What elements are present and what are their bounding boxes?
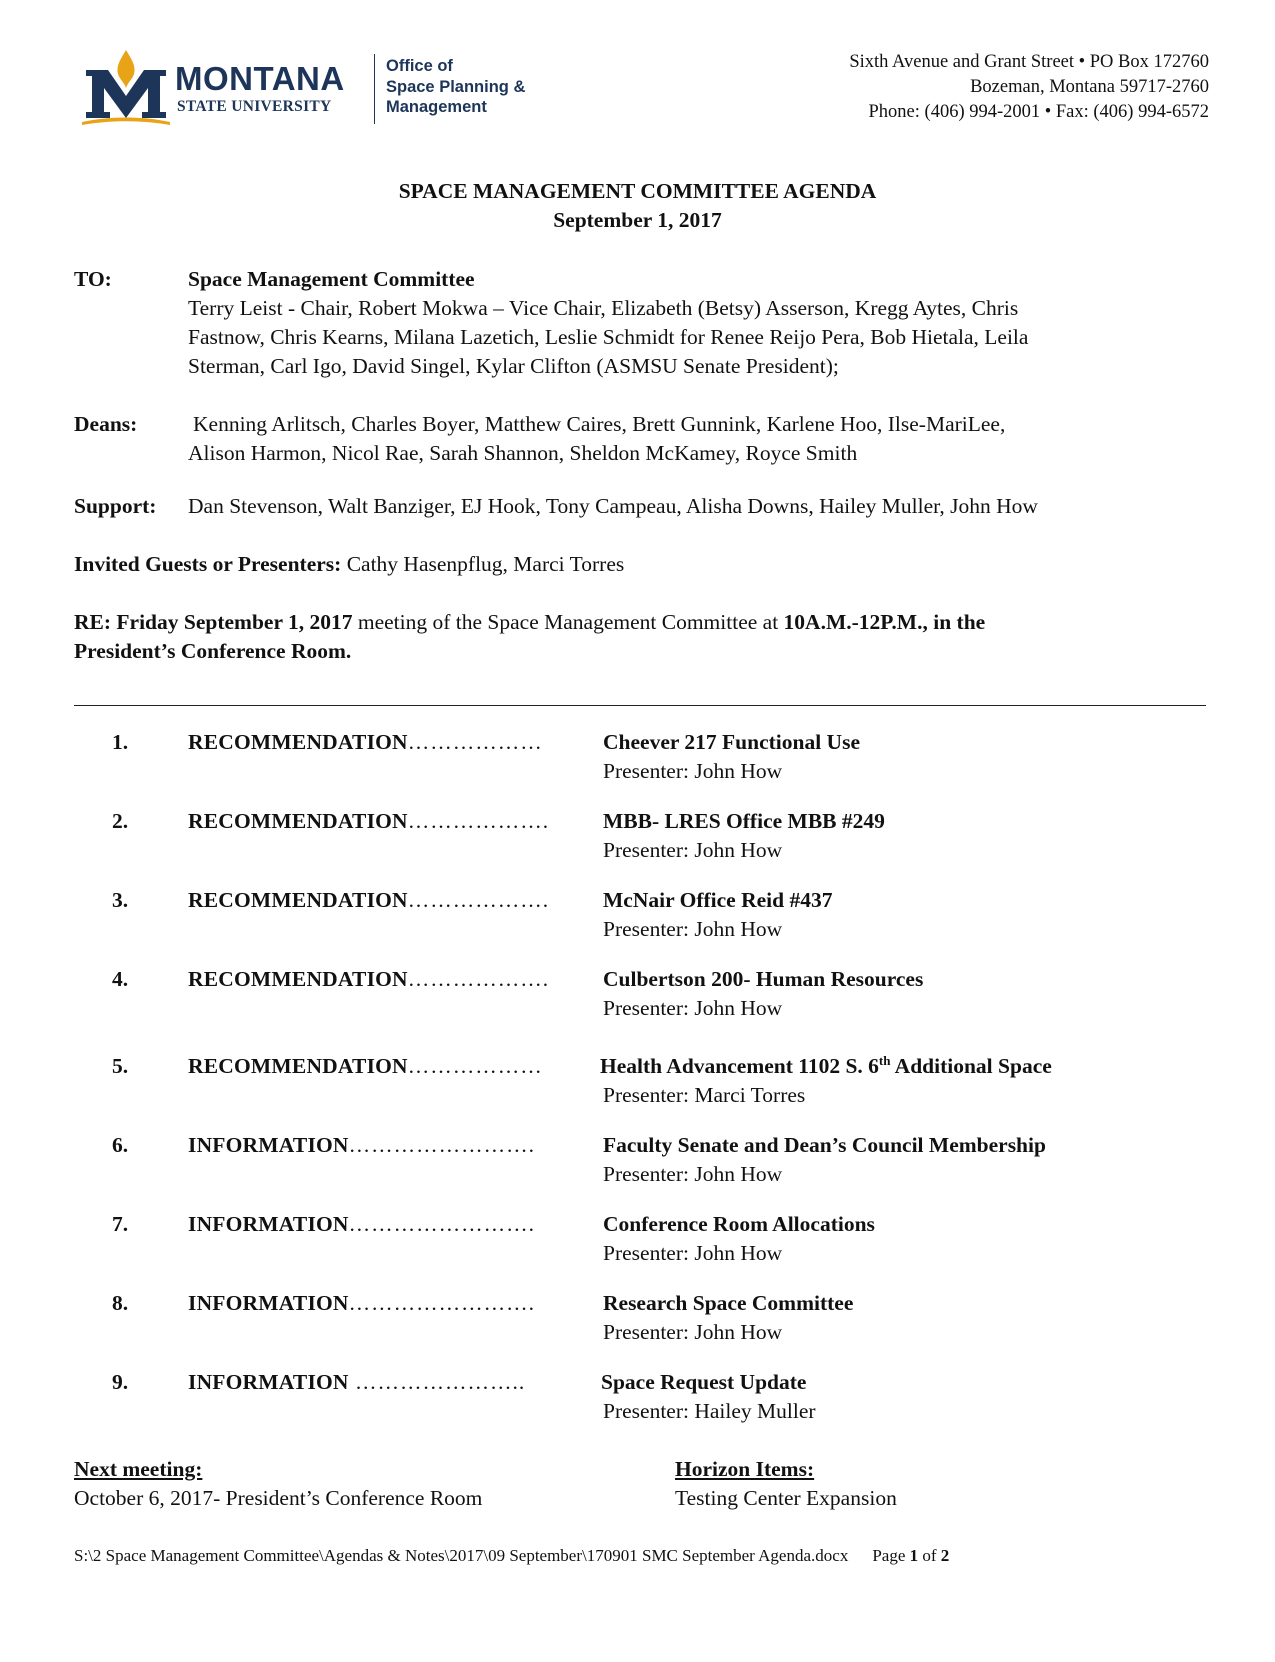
agenda-item: [0, 1052, 1275, 1112]
item-type-label: RECOMMENDATION: [188, 1054, 408, 1078]
guests-names: Cathy Hasenpflug, Marci Torres: [346, 552, 625, 576]
page-of: of: [918, 1546, 941, 1565]
deans-label: Deans:: [74, 412, 138, 436]
to-label: TO:: [74, 267, 112, 291]
office-line: Office of: [386, 57, 453, 75]
deans-block: [188, 410, 1005, 468]
address-block: [849, 50, 1209, 125]
item-type: [188, 728, 543, 757]
item-leader-dots: …………………….: [348, 1291, 536, 1315]
item-type-label: RECOMMENDATION: [188, 730, 408, 754]
item-number: 7.: [112, 1212, 129, 1236]
item-number: 8.: [112, 1291, 129, 1315]
item-topic: Space Request Update: [601, 1370, 807, 1394]
item-presenter: Presenter: John How: [603, 1320, 783, 1344]
re-time: 10A.M.-12P.M., in the: [783, 610, 986, 634]
item-presenter: Presenter: John How: [603, 838, 783, 862]
item-leader-dots: ……………….: [407, 809, 550, 833]
item-topic-text: Health Advancement 1102 S. 6: [600, 1054, 879, 1078]
item-type: [188, 1131, 535, 1160]
guests-label: Invited Guests or Presenters:: [74, 552, 342, 576]
to-block: [188, 265, 1028, 381]
item-type: [188, 1210, 535, 1239]
item-leader-dots: ………………: [407, 730, 543, 754]
next-meeting-section: [74, 1455, 482, 1513]
item-leader-dots: …………………….: [348, 1212, 536, 1236]
item-presenter: Presenter: John How: [603, 1162, 783, 1186]
item-presenter: Presenter: John How: [603, 917, 783, 941]
deans-line: Alison Harmon, Nicol Rae, Sarah Shannon, Sheldon McKamey, Royce Smith: [188, 441, 858, 465]
support-label: Support:: [74, 494, 157, 518]
page-current: 1: [909, 1546, 919, 1565]
to-heading: Space Management Committee: [188, 267, 475, 291]
office-line: Space Planning &: [386, 77, 526, 96]
agenda-item: [0, 965, 1275, 1025]
agenda-item: [0, 1368, 1275, 1428]
item-type: [188, 1368, 525, 1397]
re-date: RE: Friday September 1, 2017: [74, 610, 353, 634]
item-type-label: RECOMMENDATION: [188, 888, 408, 912]
file-path: S:\2 Space Management Committee\Agendas & Notes\2017\09 September\170901 SMC September Agenda.docx: [74, 1546, 849, 1565]
item-type-label: INFORMATION: [188, 1212, 349, 1236]
re-location: President’s Conference Room.: [74, 639, 352, 663]
item-topic: Conference Room Allocations: [603, 1212, 875, 1236]
item-number: 9.: [112, 1370, 129, 1394]
title-line: SPACE MANAGEMENT COMMITTEE AGENDA: [398, 179, 877, 203]
item-presenter: Presenter: Marci Torres: [603, 1083, 806, 1107]
item-leader-dots: ……………….: [407, 888, 550, 912]
item-leader-dots: …………………..: [348, 1370, 526, 1394]
horizontal-rule: [74, 705, 1206, 706]
to-line: Fastnow, Chris Kearns, Milana Lazetich, Leslie Schmidt for Renee Reijo Pera, Bob Hietala, Leila: [188, 325, 1029, 349]
item-type: [188, 1052, 543, 1081]
item-type: [188, 886, 549, 915]
agenda-item: [0, 1210, 1275, 1270]
item-number: 1.: [112, 730, 129, 754]
item-presenter: Presenter: John How: [603, 996, 783, 1020]
logo-divider: [374, 54, 375, 124]
item-type: [188, 1289, 535, 1318]
item-topic-superscript: th: [878, 1052, 891, 1068]
msu-m-flame-icon: [80, 48, 172, 128]
item-topic: [600, 1052, 1052, 1081]
support-names: Dan Stevenson, Walt Banziger, EJ Hook, Tony Campeau, Alisha Downs, Hailey Muller, John How: [188, 494, 1038, 518]
item-number: 5.: [112, 1054, 129, 1078]
horizon-items-value: Testing Center Expansion: [675, 1486, 897, 1510]
item-number: 6.: [112, 1133, 129, 1157]
guests-line: [74, 550, 624, 579]
item-topic: Faculty Senate and Dean’s Council Membership: [603, 1133, 1046, 1157]
re-block: [74, 608, 985, 666]
item-topic: McNair Office Reid #437: [603, 888, 833, 912]
next-meeting-heading: Next meeting:: [74, 1457, 203, 1481]
item-presenter: Presenter: Hailey Muller: [603, 1399, 816, 1423]
item-leader-dots: …………………….: [348, 1133, 536, 1157]
item-presenter: Presenter: John How: [603, 1241, 783, 1265]
item-topic: Culbertson 200- Human Resources: [603, 967, 924, 991]
re-line: [74, 608, 985, 637]
deans-line: Kenning Arlitsch, Charles Boyer, Matthew Caires, Brett Gunnink, Karlene Hoo, Ilse-MariLee,: [193, 412, 1006, 436]
item-topic-text-after: Additional Space: [890, 1054, 1052, 1078]
item-type-label: RECOMMENDATION: [188, 967, 408, 991]
agenda-item: [0, 1289, 1275, 1349]
to-line: Terry Leist - Chair, Robert Mokwa – Vice Chair, Elizabeth (Betsy) Asserson, Kregg Aytes, Chris: [188, 296, 1019, 320]
item-topic: MBB- LRES Office MBB #249: [603, 809, 885, 833]
office-line: Management: [386, 98, 487, 116]
item-topic: Research Space Committee: [603, 1291, 854, 1315]
re-text: meeting of the Space Management Committee at: [352, 610, 784, 634]
agenda-item: [0, 728, 1275, 788]
horizon-items-heading: Horizon Items:: [675, 1457, 815, 1481]
logo-wordmark-state-university: STATE UNIVERSITY: [177, 98, 332, 115]
next-meeting-value: October 6, 2017- President’s Conference Room: [74, 1486, 483, 1510]
item-type: [188, 807, 549, 836]
item-number: 4.: [112, 967, 129, 991]
item-number: 3.: [112, 888, 129, 912]
item-topic: Cheever 217 Functional Use: [603, 730, 860, 754]
horizon-items-section: [675, 1455, 897, 1513]
item-type-label: INFORMATION: [188, 1133, 349, 1157]
address-line: Bozeman, Montana 59717-2760: [970, 77, 1209, 97]
item-presenter: Presenter: John How: [603, 759, 783, 783]
agenda-item: [0, 886, 1275, 946]
agenda-item: [0, 807, 1275, 867]
item-type: [188, 965, 549, 994]
msu-logo: [80, 48, 580, 128]
to-line: Sterman, Carl Igo, David Singel, Kylar Clifton (ASMSU Senate President);: [188, 354, 839, 378]
address-line: Sixth Avenue and Grant Street • PO Box 172760: [849, 52, 1209, 72]
item-number: 2.: [112, 809, 129, 833]
item-type-label: RECOMMENDATION: [188, 809, 408, 833]
office-name: [386, 56, 525, 118]
item-leader-dots: ……………….: [407, 967, 550, 991]
agenda-item: [0, 1131, 1275, 1191]
document-title: [0, 177, 1275, 235]
item-leader-dots: ………………: [407, 1054, 543, 1078]
page-total: 2: [940, 1546, 950, 1565]
address-line: Phone: (406) 994-2001 • Fax: (406) 994-6572: [868, 102, 1209, 122]
item-type-label: INFORMATION: [188, 1370, 349, 1394]
item-type-label: INFORMATION: [188, 1291, 349, 1315]
logo-wordmark-montana: MONTANA: [175, 60, 345, 97]
title-date: September 1, 2017: [553, 208, 722, 232]
page-label: Page: [872, 1546, 910, 1565]
document-footer: [74, 1545, 949, 1567]
